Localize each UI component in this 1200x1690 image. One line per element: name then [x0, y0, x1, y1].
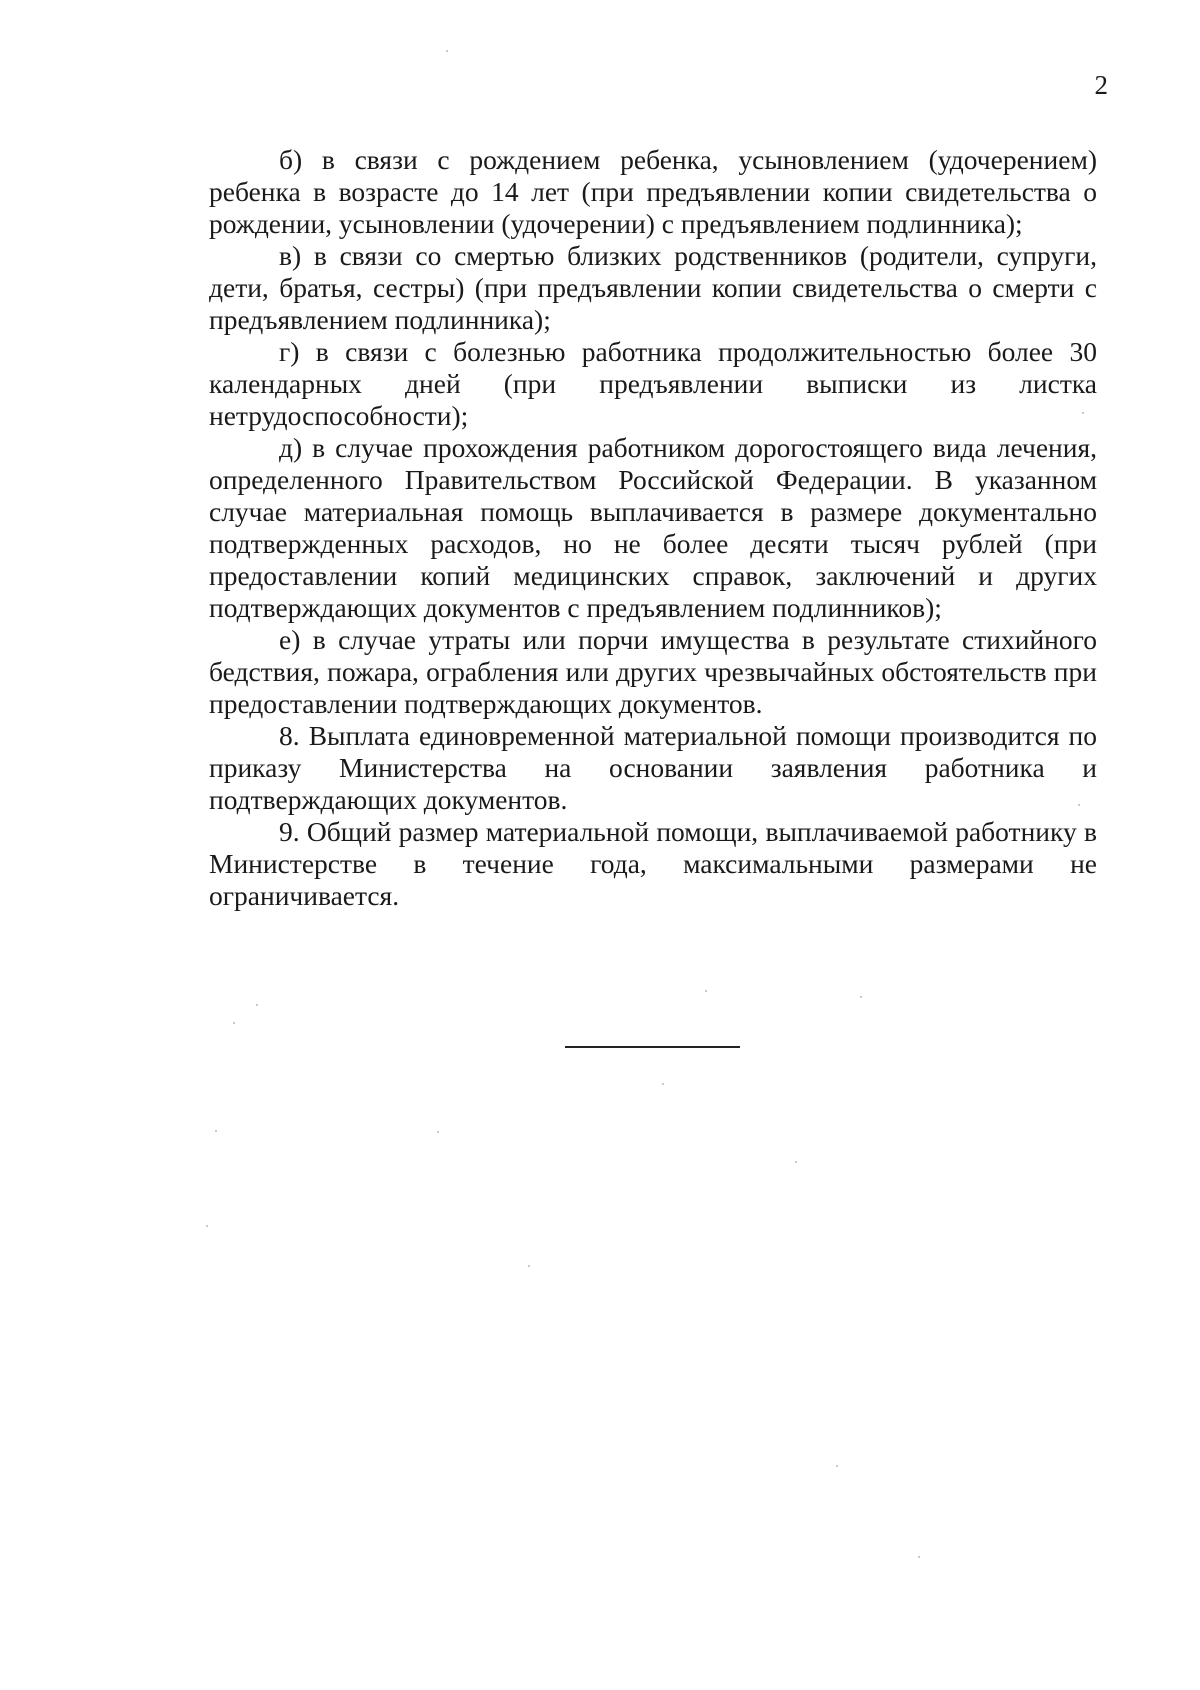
end-separator-line	[565, 1046, 740, 1048]
paragraph-b: б) в связи с рождением ребенка, усыновлением (удочерением) ребенка в возрасте до 14 лет (при предъявлении копии свидетельства о рождении, усыновлении (удочерении) с предъявлением подлинника);	[209, 144, 1097, 239]
scan-speck	[528, 1265, 530, 1267]
scan-speck	[795, 1161, 797, 1163]
scan-speck	[206, 1225, 208, 1227]
scan-speck	[705, 990, 707, 992]
document-body	[209, 144, 1097, 912]
paragraph-d: д) в случае прохождения работником дорогостоящего вида лечения, определенного Правительством Российской Федерации. В указанном случае материальная помощь выплачивается в размере документально подтвержденных расходов, но не более десяти тысяч рублей (при предоставлении копий медицинских справок, заключений и других подтверждающих документов с предъявлением подлинников);	[209, 432, 1097, 623]
scan-speck	[437, 1131, 439, 1133]
paragraph-8: 8. Выплата единовременной материальной помощи производится по приказу Министерства на основании заявления работника и подтверждающих документов.	[209, 720, 1097, 815]
scan-speck	[233, 1022, 235, 1024]
scan-speck	[860, 996, 862, 998]
paragraph-e: е) в случае утраты или порчи имущества в результате стихийного бедствия, пожара, ограбления или других чрезвычайных обстоятельств при предоставлении подтверждающих документов.	[209, 624, 1097, 719]
scan-speck	[256, 1004, 258, 1006]
scan-speck	[918, 1556, 920, 1558]
scan-speck	[1078, 804, 1080, 806]
scan-speck	[215, 1130, 217, 1132]
paragraph-g: г) в связи с болезнью работника продолжительностью более 30 календарных дней (при предъявлении выписки из листка нетрудоспособности);	[209, 336, 1097, 431]
page-number: 2	[1094, 70, 1108, 100]
scan-speck	[446, 50, 448, 52]
scan-speck	[836, 1465, 838, 1467]
scan-speck	[1082, 412, 1084, 414]
scan-speck	[662, 1083, 664, 1085]
paragraph-9: 9. Общий размер материальной помощи, выплачиваемой работнику в Министерстве в течение года, максимальными размерами не ограничивается.	[209, 816, 1097, 911]
paragraph-v: в) в связи со смертью близких родственников (родители, супруги, дети, братья, сестры) (при предъявлении копии свидетельства о смерти с предъявлением подлинника);	[209, 240, 1097, 335]
